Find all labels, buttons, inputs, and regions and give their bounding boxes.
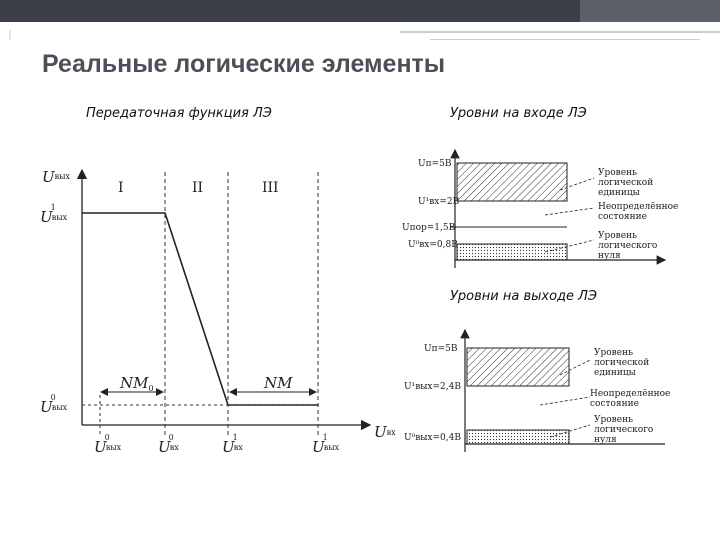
y-low-label: U0 вых	[40, 393, 68, 416]
output-desc-low: Уровень логического нуля	[594, 415, 654, 445]
output-high-zone	[467, 348, 569, 386]
x-axis-label: Uвх	[374, 423, 396, 441]
x-tick-vout0: U0 вых	[94, 433, 122, 456]
output-level-vcc: Uп=5В	[424, 344, 458, 354]
y-axis-label: Uвых	[42, 168, 71, 186]
input-desc-low: Уровень логического нуля	[598, 231, 658, 261]
output-low-zone	[467, 430, 569, 444]
region-2-label: II	[192, 180, 204, 196]
input-level-vih: U¹вх=2В	[418, 197, 460, 207]
y-high-label: U1 вых	[40, 203, 68, 226]
nm0-label: NM0	[120, 374, 154, 393]
nm1-label: NM	[264, 374, 293, 392]
input-desc-high: Уровень логической единицы	[598, 168, 654, 198]
input-level-vil: U⁰вх=0,8В	[408, 240, 458, 250]
output-level-vol: U⁰вых=0,4В	[404, 433, 461, 443]
input-low-zone	[457, 244, 567, 260]
slide-title: Реальные логические элементы	[42, 50, 446, 78]
input-levels-panel	[402, 150, 678, 268]
region-3-label: III	[262, 180, 279, 196]
x-tick-vout1: U1 вых	[312, 433, 340, 456]
output-level-voh: U¹вых=2,4В	[404, 382, 461, 392]
input-high-zone	[457, 163, 567, 201]
input-levels-caption: Уровни на входе ЛЭ	[450, 106, 587, 121]
input-level-vth: Uпор=1,5В	[402, 223, 456, 233]
output-desc-undefined: Неопределённое состояние	[590, 389, 671, 409]
input-desc-undefined: Неопределённое состояние	[598, 202, 679, 222]
region-1-label: I	[118, 180, 124, 196]
output-levels-caption: Уровни на выходе ЛЭ	[450, 289, 598, 304]
transfer-caption: Передаточная функция ЛЭ	[86, 106, 272, 121]
output-levels-panel	[404, 330, 670, 452]
output-desc-high: Уровень логической единицы	[594, 348, 650, 378]
x-tick-vin1: U1 вх	[222, 433, 243, 456]
x-tick-vin0: U0 вх	[158, 433, 179, 456]
input-level-vcc: Uп=5В	[418, 159, 452, 169]
